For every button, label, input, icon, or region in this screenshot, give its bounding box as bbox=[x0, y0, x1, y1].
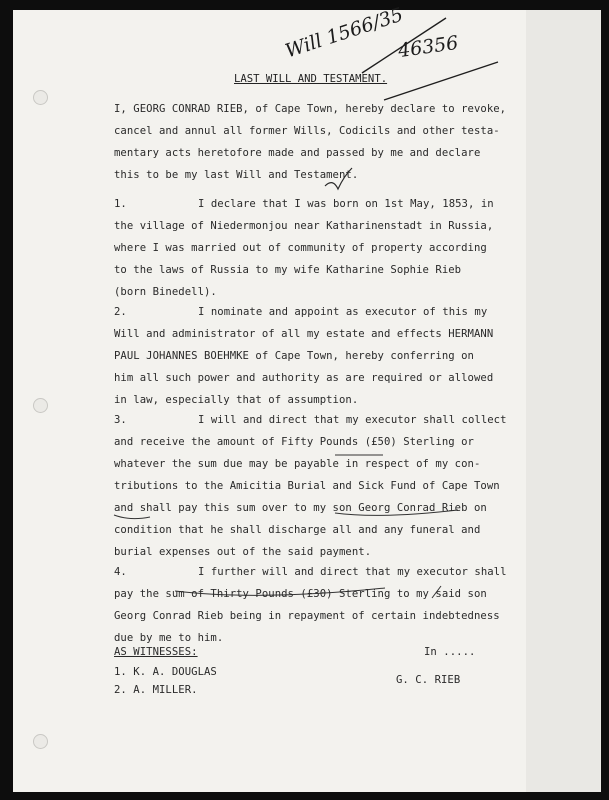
preamble-line: this to be my last Will and Testament. bbox=[114, 169, 359, 181]
clause-line: I declare that I was born on 1st May, 1853, in bbox=[198, 198, 494, 210]
clause-line: PAUL JOHANNES BOEHMKE of Cape Town, hereby conferring on bbox=[114, 350, 474, 362]
clause-line: in law, especially that of assumption. bbox=[114, 394, 359, 406]
clause-line: and receive the amount of Fifty Pounds (£50) Sterling or bbox=[114, 436, 474, 448]
pen-stroke bbox=[362, 18, 446, 73]
preamble-line: mentary acts heretofore made and passed by me and declare bbox=[114, 147, 481, 159]
clause-line: to the laws of Russia to my wife Katharine Sophie Rieb bbox=[114, 264, 462, 276]
clause-line: the village of Niedermonjou near Katharinenstadt in Russia, bbox=[114, 220, 494, 232]
witness-name: 2. A. MILLER. bbox=[114, 684, 198, 696]
clause-line: I will and direct that my executor shall collect bbox=[198, 414, 507, 426]
clause-line: whatever the sum due may be payable in respect of my con- bbox=[114, 458, 481, 470]
handwritten-reference: 46356 bbox=[396, 31, 460, 63]
clause-number: 4. bbox=[114, 566, 127, 578]
clause-line: him all such power and authority as are required or allowed bbox=[114, 372, 494, 384]
in-text: In ..... bbox=[424, 646, 476, 658]
handwritten-will-number: Will 1566/35 bbox=[282, 3, 406, 63]
clause-line: condition that he shall discharge all and any funeral and bbox=[114, 524, 481, 536]
clause-line: (born Binedell). bbox=[114, 286, 217, 298]
witnesses-heading: AS WITNESSES: bbox=[114, 646, 198, 658]
preamble-line: cancel and annul all former Wills, Codicils and other testa- bbox=[114, 125, 500, 137]
witness-name: 1. K. A. DOUGLAS bbox=[114, 666, 217, 678]
clause-line: I further will and direct that my executor shall bbox=[198, 566, 507, 578]
clause-line: I nominate and appoint as executor of this my bbox=[198, 306, 488, 318]
clause-line: where I was married out of community of property according bbox=[114, 242, 487, 254]
clause-line: and shall pay this sum over to my son Georg Conrad Rieb on bbox=[114, 502, 487, 514]
testator-signature: G. C. RIEB bbox=[396, 674, 461, 686]
clause-line: pay the sum of Thirty Pounds (£30) Sterling to my said son bbox=[114, 588, 487, 600]
clause-line: Georg Conrad Rieb being in repayment of certain indebtedness bbox=[114, 610, 500, 622]
clause-number: 3. bbox=[114, 414, 127, 426]
preamble-line: I, GEORG CONRAD RIEB, of Cape Town, hereby declare to revoke, bbox=[114, 103, 507, 115]
clause-line: burial expenses out of the said payment. bbox=[114, 546, 372, 558]
clause-line: tributions to the Amicitia Burial and Sick Fund of Cape Town bbox=[114, 480, 500, 492]
clause-number: 2. bbox=[114, 306, 127, 318]
clause-number: 1. bbox=[114, 198, 127, 210]
document-title: LAST WILL AND TESTAMENT. bbox=[234, 73, 388, 85]
pen-stroke bbox=[384, 62, 498, 100]
clause-line: due by me to him. bbox=[114, 632, 224, 644]
underline-mark bbox=[114, 515, 150, 519]
clause-line: Will and administrator of all my estate and effects HERMANN bbox=[114, 328, 494, 340]
